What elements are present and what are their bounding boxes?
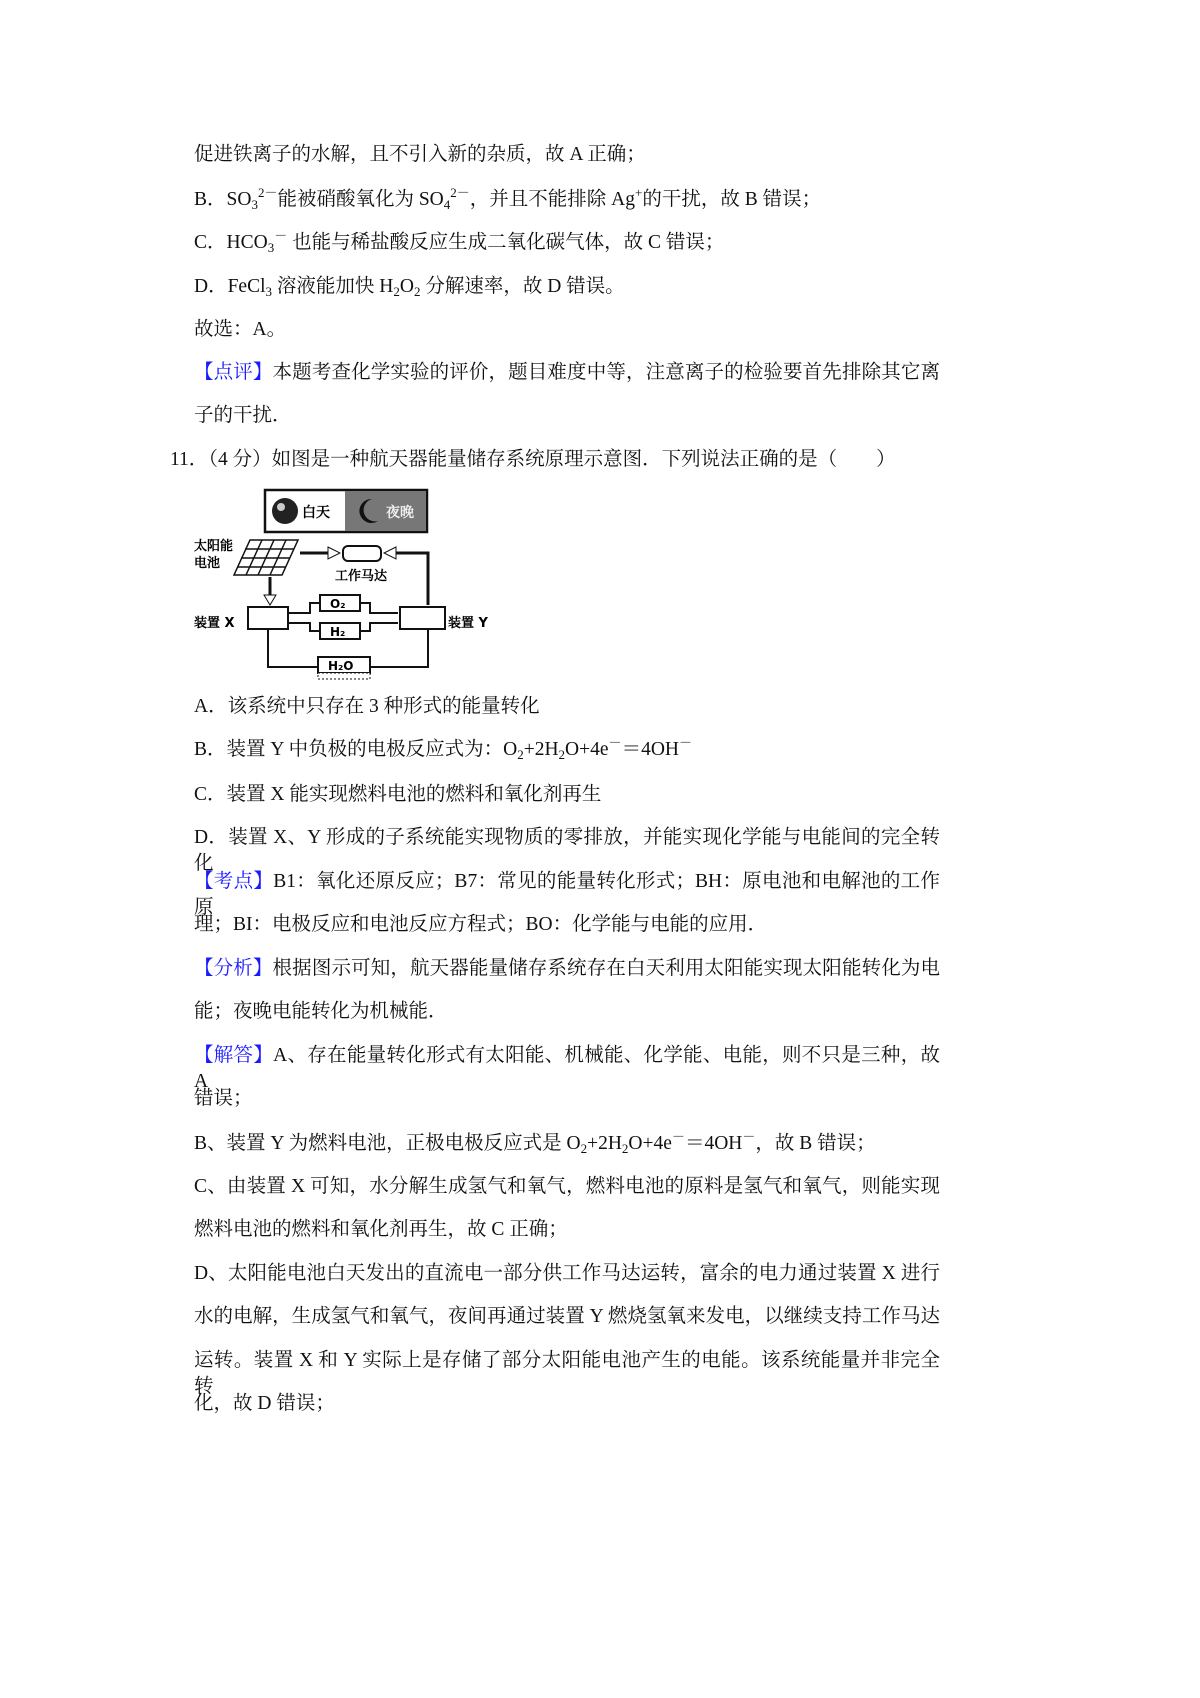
text-segment: C、由装置 X 可知，水分解生成氢气和氧气，燃料电池的原料是氢气和氧气，则能实现 [194,1176,940,1197]
subscript: 3 [267,240,275,255]
subscript: 2 [393,284,400,299]
text-segment: O+4e [628,1133,672,1154]
text-line [194,869,940,918]
text-segment: O [399,276,414,297]
text-segment: B．SO [194,189,252,210]
option-d [194,825,940,874]
text-segment: C．HCO [194,232,268,253]
text-segment: 11．（4 分）如图是一种航天器能量储存系统原理示意图．下列说法正确的是（ ） [170,449,896,470]
sun-icon [272,498,298,524]
text-segment: +2H [523,739,559,760]
device-y-label: 装置 Y [448,616,488,631]
text-segment: 运转。装置 X 和 Y 实际上是存储了部分太阳能电池产生的电能。该系统能量并非完全转 [194,1350,940,1397]
text-line [194,142,646,168]
text-segment: +2H [587,1133,622,1154]
text-line [194,1174,940,1200]
text-segment: 燃料电池的燃料和氧化剂再生，故 C 正确； [194,1219,568,1240]
day-label: 白天 [302,505,330,521]
text-line [194,1261,940,1287]
section-label: 【解答】 [194,1045,274,1066]
text-line [194,912,767,938]
subscript: 2 [580,1141,588,1156]
text-segment: D、太阳能电池白天发出的直流电一部分供工作马达运转，富余的电力通过装置 X 进行 [194,1263,940,1284]
section-label: 【分析】 [194,958,273,979]
text-segment: 分解速率，故 D 错误。 [420,276,625,297]
text-line [194,1217,568,1243]
text-segment: C．装置 X 能实现燃料电池的燃料和氧化剂再生 [194,784,602,805]
text-line [194,1086,253,1112]
text-line [194,999,448,1025]
text-line [194,317,286,343]
text-segment: A、存在能量转化形式有太阳能、机械能、化学能、电能，则不只是三种，故 A [194,1045,940,1092]
superscript: － [608,735,622,750]
text-segment: A．该系统中只存在 3 种形式的能量转化 [194,696,540,717]
motor-label: 工作马达 [335,569,388,584]
text-segment: O+4e [565,739,609,760]
text-segment: ＝4OH [621,739,679,760]
superscript: 2－ [257,185,278,200]
subscript: 2 [621,1141,629,1156]
option-a [194,694,540,720]
text-line [194,956,940,982]
energy-storage-diagram [190,485,510,690]
text-segment: 能被硝酸氧化为 SO [277,189,444,210]
section-label: 【点评】 [194,362,273,383]
device-x-box [248,607,288,629]
text-segment: B、装置 Y 为燃料电池，正极电极反应式是 O [194,1133,581,1154]
superscript: － [742,1129,756,1144]
text-segment: 子的干扰． [194,405,292,426]
text-segment: 故选：A。 [194,319,287,340]
h2o-label: H₂O [328,659,354,673]
device-x-label: 装置 X [194,616,235,631]
text-segment: 促进铁离子的水解，且不引入新的杂质，故 A 正确； [194,144,646,165]
subscript: 2 [558,747,566,762]
subscript: 2 [413,284,421,299]
solar-label-2: 电池 [194,556,221,571]
text-line [194,1043,940,1092]
subscript: 3 [251,197,258,212]
text-segment: 溶液能加快 H [272,276,394,297]
section-label: 【考点】 [194,871,274,892]
superscript: + [635,185,643,200]
solar-label-1: 太阳能 [194,539,234,554]
superscript: － [274,228,288,243]
text-segment: 的干扰，故 B 错误； [642,189,822,210]
text-line [194,1348,940,1397]
text-segment: 能；夜晚电能转化为机械能． [194,1001,448,1022]
text-line [194,360,940,386]
o2-label: O₂ [330,597,346,611]
text-line [194,230,724,256]
text-line [194,1131,876,1157]
motor-icon [343,546,381,561]
text-segment: 理；BI：电极反应和电池反应方程式；BO：化学能与电能的应用． [194,914,768,935]
text-segment: 化，故 D 错误； [194,1393,335,1414]
text-segment: ，并且不能排除 Ag [469,189,635,210]
text-line [194,274,625,300]
device-y-box [400,607,445,629]
text-segment: ，故 B 错误； [755,1133,876,1154]
subscript: 2 [517,747,524,762]
text-line [194,187,821,213]
text-segment: D．FeCl [194,276,266,297]
text-segment: 水的电解，生成氢气和氧气，夜间再通过装置 Y 燃烧氢氧来发电，以继续支持工作马达 [194,1306,940,1327]
text-segment: 也能与稀盐酸反应生成二氧化碳气体，故 C 错误； [287,232,725,253]
option-c [194,782,601,808]
subscript: 4 [443,197,451,212]
text-line [194,1304,940,1330]
text-segment: ＝4OH [684,1133,743,1154]
text-segment: B．装置 Y 中负极的电极反应式为：O [194,739,518,760]
text-line [194,1391,335,1417]
text-segment: 本题考查化学实验的评价，题目难度中等，注意离子的检验要首先排除其它离 [272,362,940,383]
text-segment: B1：氧化还原反应；B7：常见的能量转化形式；BH：原电池和电解池的工作原 [194,871,940,918]
subscript: 3 [265,284,273,299]
text-segment: 根据图示可知，航天器能量储存系统存在白天利用太阳能实现太阳能转化为电 [272,958,940,979]
night-label: 夜晚 [386,505,414,521]
text-segment: 错误； [194,1088,253,1109]
superscript: － [678,735,692,750]
question-title [170,447,896,473]
h2-label: H₂ [330,625,346,639]
solar-panel-icon [234,540,298,575]
superscript: － [671,1129,685,1144]
text-line [194,403,292,429]
text-segment: D．装置 X、Y 形成的子系统能实现物质的零排放，并能实现化学能与电能间的完全转化 [194,827,940,874]
superscript: 2－ [450,185,470,200]
option-b [194,737,692,763]
